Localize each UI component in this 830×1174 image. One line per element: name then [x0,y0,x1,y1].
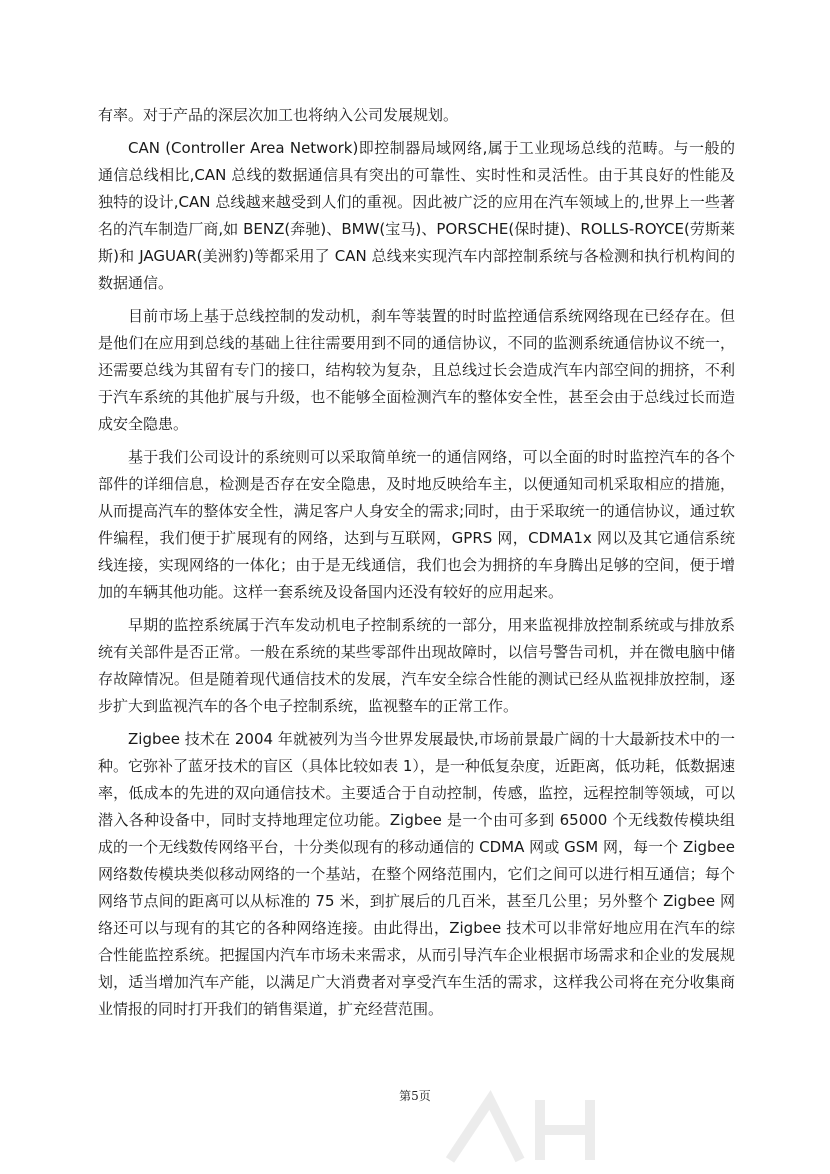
paragraph-current-market: 目前市场上基于总线控制的发动机，刹车等装置的时时监控通信系统网络现在已经存在。但是他们在应用到总线的基础上往往需要用到不同的通信协议，不同的监测系统通信协议不统一，还需要总线为其留有专门的接口，结构较为复杂，且总线过长会造成汽车内部空间的拥挤，不利于汽车系统的其他扩展与升级，也不能够全面检测汽车的整体安全性，甚至会由于总线过长而造成安全隐患。 [98,307,735,433]
document-body [98,102,735,1029]
paragraph-zigbee: Zigbee 技术在 2004 年就被列为当今世界发展最快,市场前景最广阔的十大最新技术中的一种。它弥补了蓝牙技术的盲区（具体比较如表 1），是一种低复杂度，近距离，低功耗，低数据速率，低成本的先进的双向通信技术。主要适合于自动控制，传感，监控，远程控制等领域，可以潜入各种设备中，同时支持地理定位功能。Zigbee 是一个由可多到 65000 个无线数传模块组成的一个无线数传网络平台，十分类似现有的移动通信的 CDMA 网或 GSM 网，每一个 Zigbee 网络数传模块类似移动网络的一个基站，在整个网络范围内，它们之间可以进行相互通信；每个网络节点间的距离可以从标准的 75 米，到扩展后的几百米，甚至几公里；另外整个 Zigbee 网络还可以与现有的其它的各种网络连接。由此得出，Zigbee 技术可以非常好地应用在汽车的综合性能监控系统。把握国内汽车市场未来需求，从而引导汽车企业根据市场需求和企业的发展规划，适当增加汽车产能，以满足广大消费者对享受汽车生活的需求，这样我公司将在充分收集商业情报的同时打开我们的销售渠道，扩充经营范围。 [98,730,735,1018]
page-number: 第5页 [399,1089,431,1103]
paragraph-company-system: 基于我们公司设计的系统则可以采取简单统一的通信网络，可以全面的时时监控汽车的各个部件的详细信息，检测是否存在安全隐患，及时地反映给车主，以便通知司机采取相应的措施，从而提高汽车的整体安全性，满足客户人身安全的需求;同时，由于采取统一的通信协议，通过软件编程，我们便于扩展现有的网络，达到与互联网，GPRS 网，CDMA1x 网以及其它通信系统线连接，实现网络的一体化；由于是无线通信，我们也会为拥挤的车身腾出足够的空间，便于增加的车辆其他功能。这样一套系统及设备国内还没有较好的应用起来。 [98,448,735,601]
paragraph-can-bus: CAN (Controller Area Network)即控制器局域网络,属于工业现场总线的范畴。与一般的通信总线相比,CAN 总线的数据通信具有突出的可靠性、实时性和灵活性。由于其良好的性能及独特的设计,CAN 总线越来越受到人们的重视。因此被广泛的应用在汽车领域上的,世界上一些著名的汽车制造厂商,如 BENZ(奔驰)、BMW(宝马)、PORSCHE(保时捷)、ROLLS-ROYCE(劳斯莱斯)和 JAGUAR(美洲豹)等都采用了 CAN 总线来实现汽车内部控制系统与各检测和执行机构间的数据通信。 [98,139,735,292]
paragraph-continuation: 有率。对于产品的深层次加工也将纳入公司发展规划。 [98,106,459,124]
paragraph-early-monitoring: 早期的监控系统属于汽车发动机电子控制系统的一部分，用来监视排放控制系统或与排放系统有关部件是否正常。一般在系统的某些零部件出现故障时，以信号警告司机，并在微电脑中储存故障情况。但是随着现代通信技术的发展，汽车安全综合性能的测试已经从监视排放控制，逐步扩大到监视汽车的各个电子控制系统，监视整车的正常工作。 [98,616,735,715]
